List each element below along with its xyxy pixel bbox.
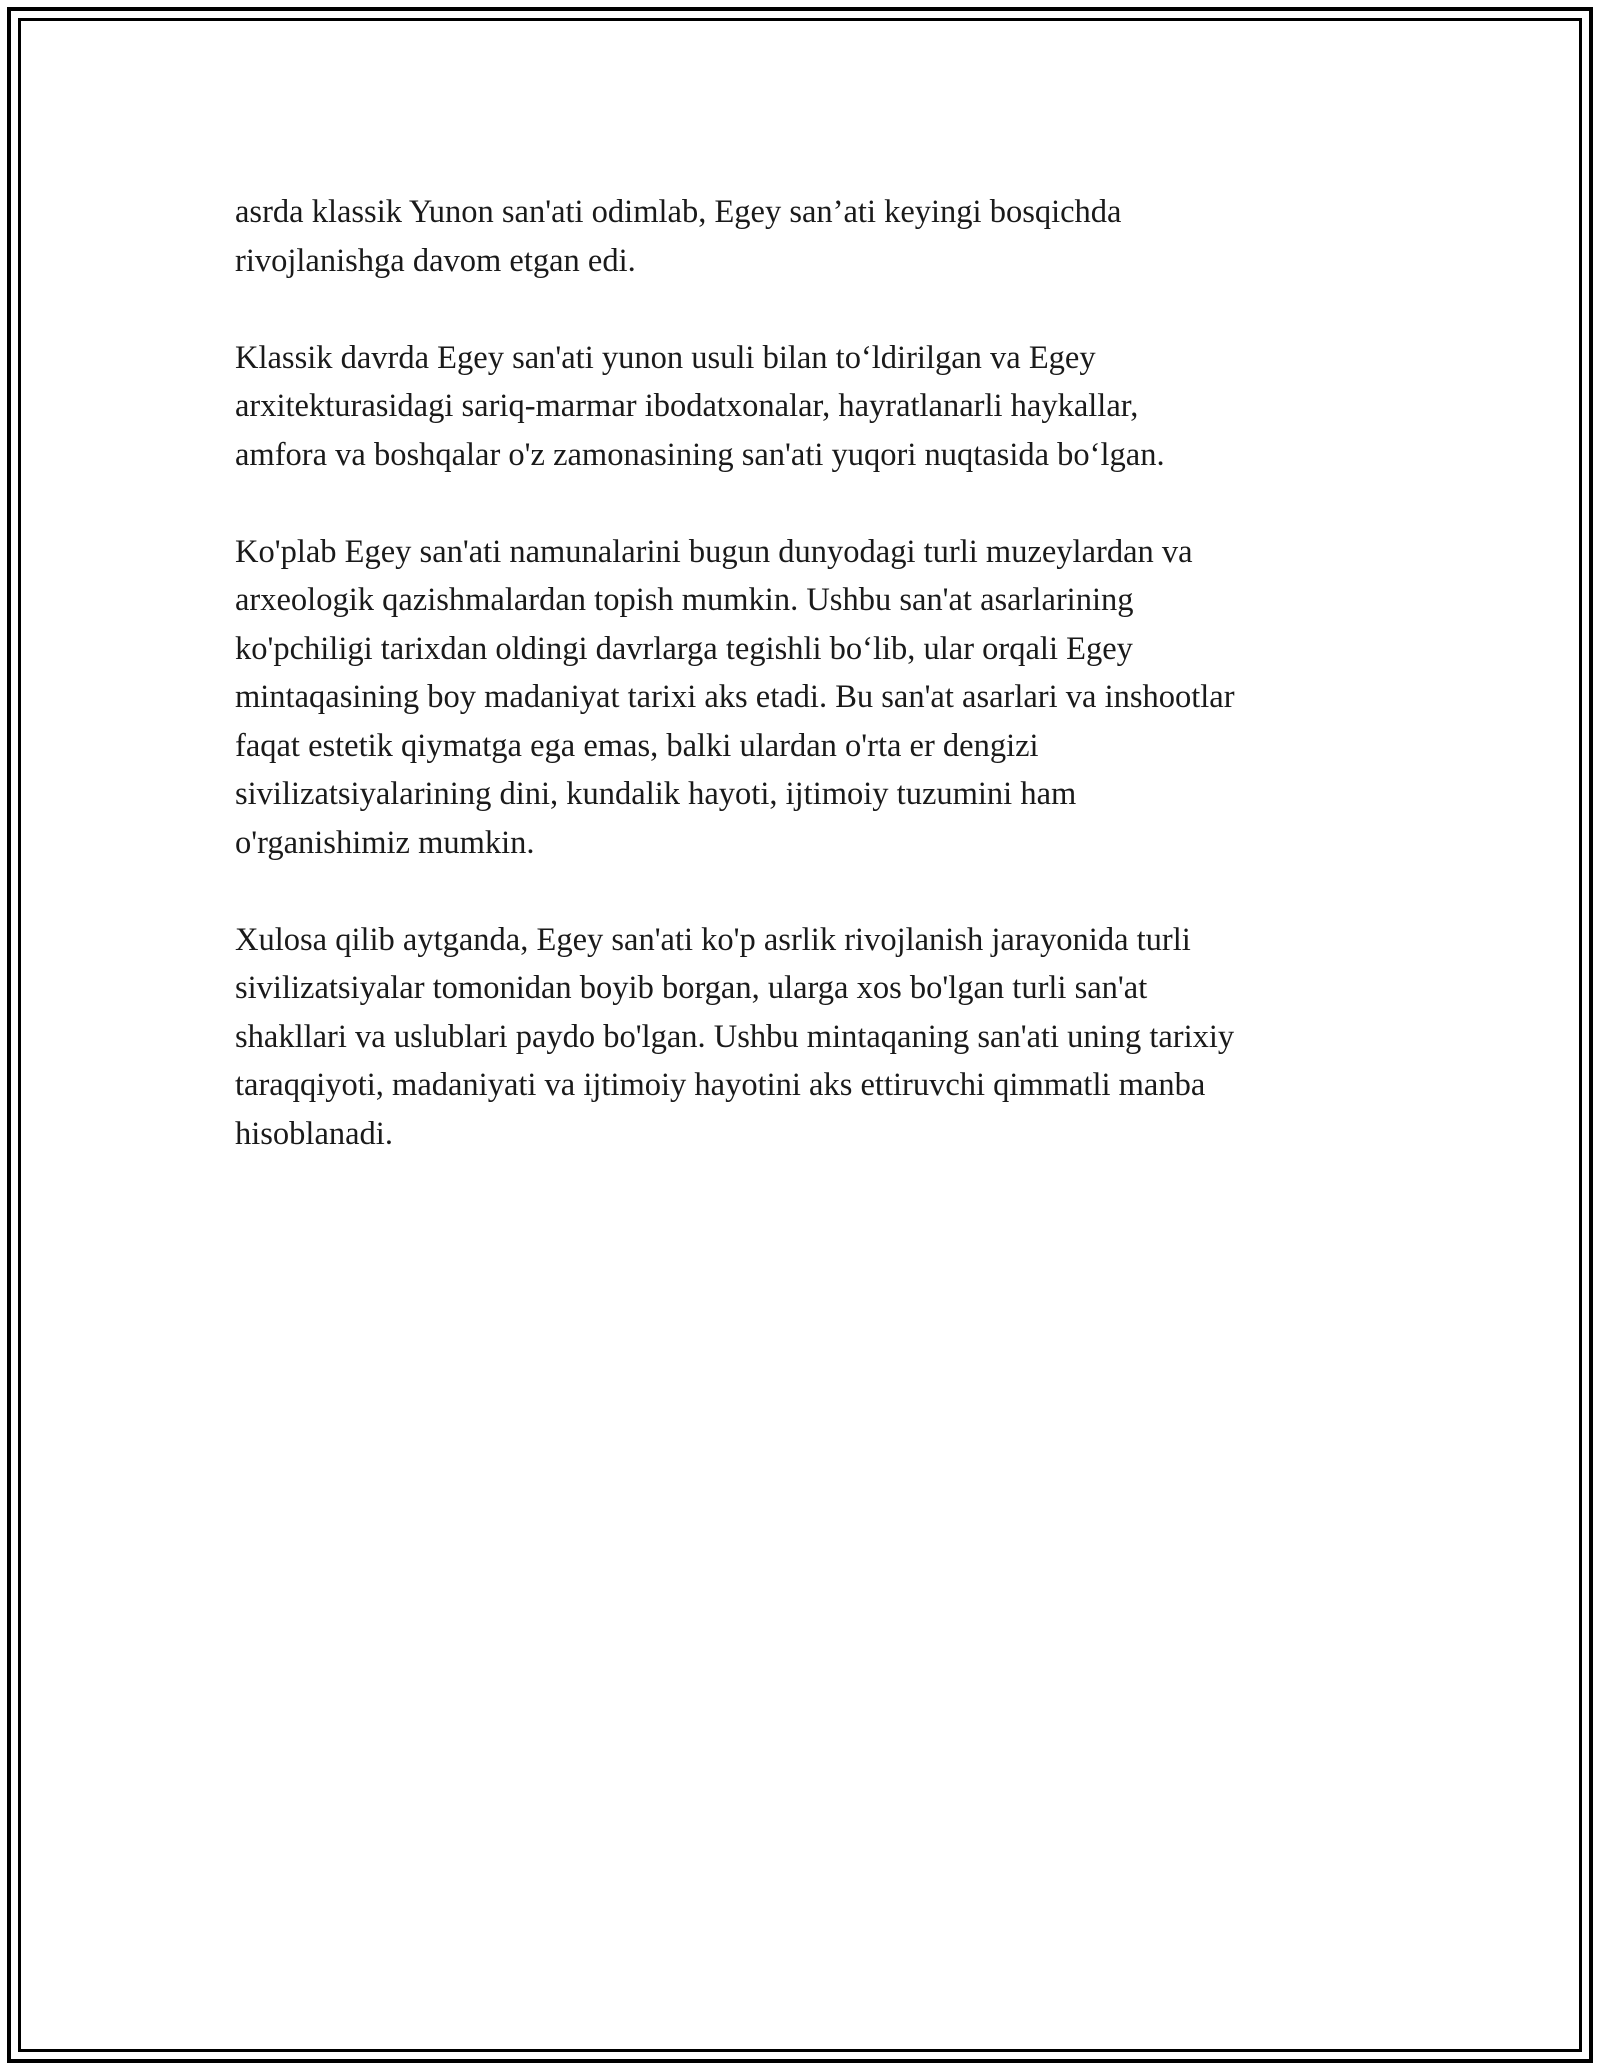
- paragraph-2: [235, 334, 1375, 480]
- paragraph-3: [235, 528, 1375, 868]
- text-line: ko'pchiligi tarixdan oldingi davrlarga tegishli bo‘lib, ular orqali Egey: [235, 630, 1133, 667]
- text-line: sivilizatsiyalarining dini, kundalik hayoti, ijtimoiy tuzumini ham: [235, 776, 1077, 812]
- paragraph-4: [235, 916, 1375, 1159]
- text-line: taraqqiyoti, madaniyati va ijtimoiy hayotini aks ettiruvchi qimmatli manba: [235, 1067, 1206, 1103]
- text-line: rivojlanishga davom etgan edi.: [235, 242, 636, 279]
- text-line: o'rganishimiz mumkin.: [235, 824, 535, 861]
- text-line: amfora va boshqalar o'z zamonasining san'ati yuqori nuqtasida bo‘lgan.: [235, 436, 1165, 473]
- text-line: Ko'plab Egey san'ati namunalarini bugun dunyodagi turli muzeylardan va: [235, 533, 1193, 570]
- document-body: [235, 188, 1375, 1158]
- text-line: asrda klassik Yunon san'ati odimlab, Egey san’ati keyingi bosqichda: [235, 194, 1122, 230]
- text-line: sivilizatsiyalar tomonidan boyib borgan, ularga xos bo'lgan turli san'at: [235, 970, 1148, 1006]
- text-line: Xulosa qilib aytganda, Egey san'ati ko'p asrlik rivojlanish jarayonida turli: [235, 921, 1191, 958]
- text-line: shakllari va uslublari paydo bo'lgan. Ushbu mintaqaning san'ati uning tarixiy: [235, 1018, 1235, 1055]
- text-line: mintaqasining boy madaniyat tarixi aks etadi. Bu san'at asarlari va inshootlar: [235, 679, 1235, 715]
- text-line: arxitekturasidagi sariq-marmar ibodatxonalar, hayratlanarli haykallar,: [235, 388, 1139, 424]
- text-line: hisoblanadi.: [235, 1115, 393, 1152]
- text-line: faqat estetik qiymatga ega emas, balki ulardan o'rta er dengizi: [235, 727, 1039, 764]
- paragraph-1: [235, 188, 1375, 285]
- text-line: arxeologik qazishmalardan topish mumkin. Ushbu san'at asarlarining: [235, 582, 1134, 618]
- text-line: Klassik davrda Egey san'ati yunon usuli bilan to‘ldirilgan va Egey: [235, 339, 1096, 376]
